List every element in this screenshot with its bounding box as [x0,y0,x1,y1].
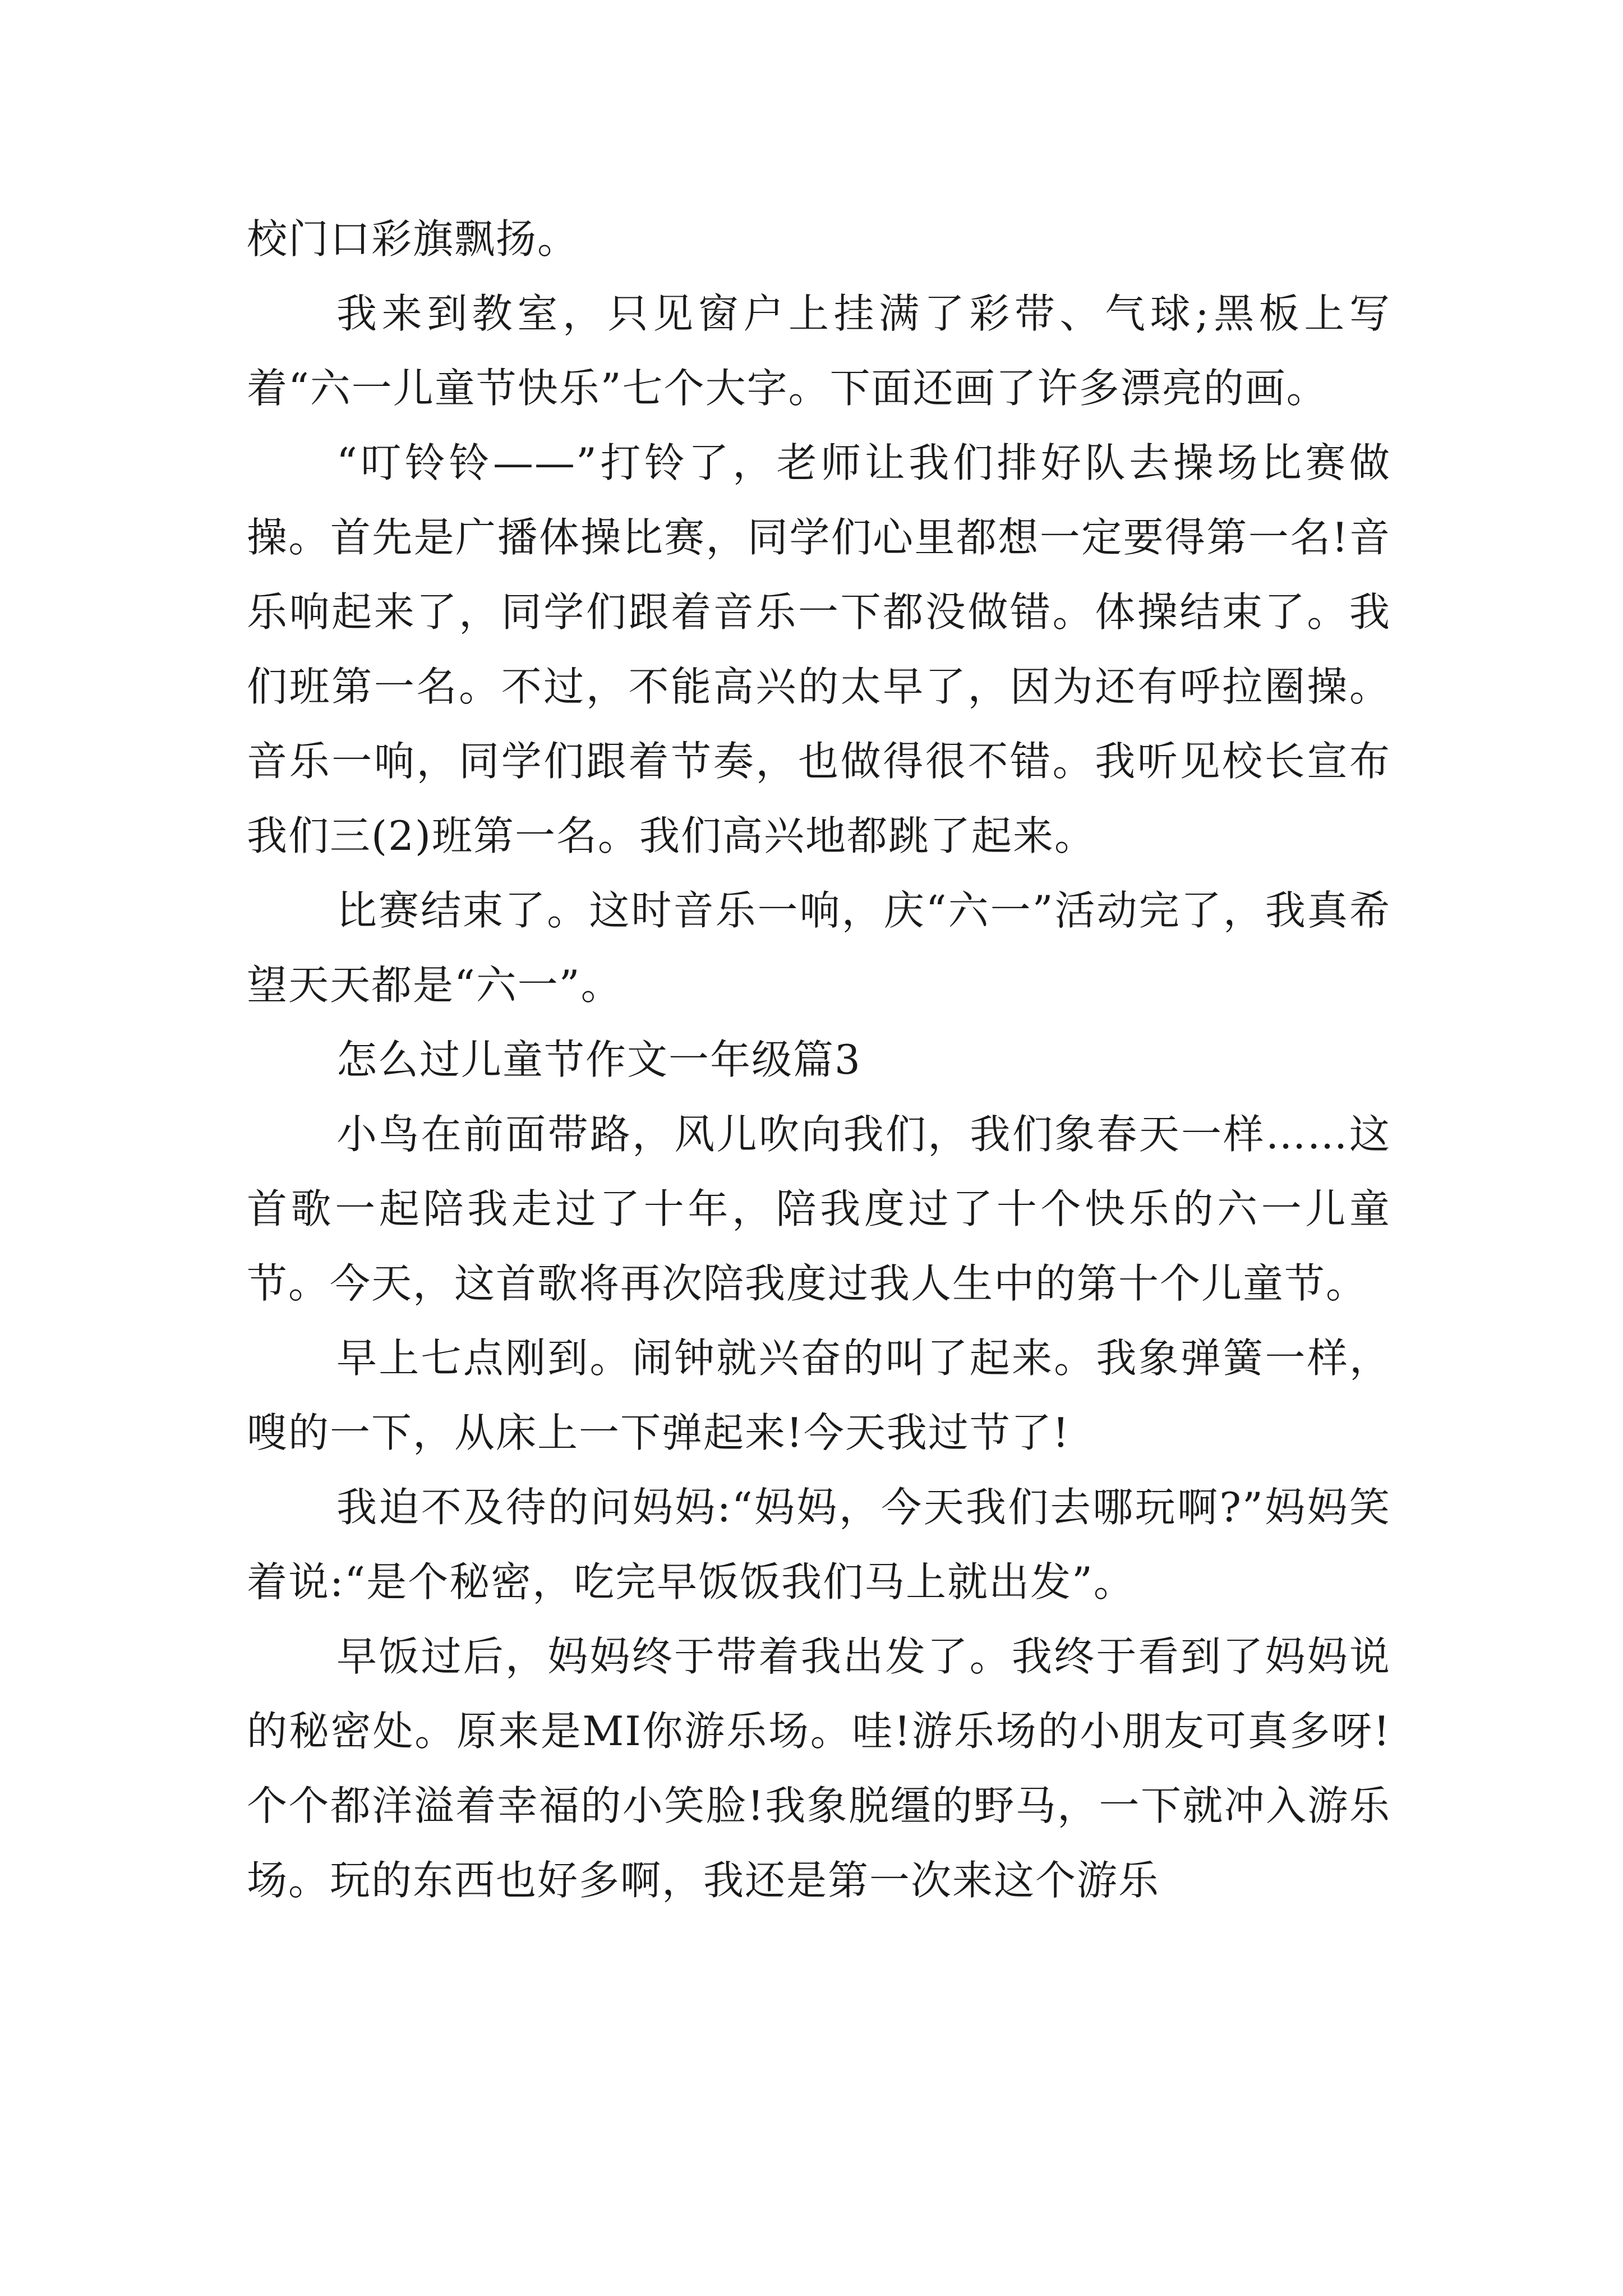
paragraph-7: 我迫不及待的问妈妈:“妈妈，今天我们去哪玩啊?”妈妈笑着说:“是个秘密，吃完早饭饭我们马上就出发”。 [247,1484,1391,1605]
paragraph-6: 早上七点刚到。闹钟就兴奋的叫了起来。我象弹簧一样，嗖的一下，从床上一下弹起来!今天我过节了! [247,1335,1391,1456]
section-heading: 怎么过儿童节作文一年级篇3 [336,1036,861,1083]
paragraph-8: 早饭过后，妈妈终于带着我出发了。我终于看到了妈妈说的秘密处。原来是MI你游乐场。哇!游乐场的小朋友可真多呀!个个都洋溢着幸福的小笑脸!我象脱缰的野马，一下就冲入游乐场。玩的东西也好多啊，我还是第一次来这个游乐 [247,1633,1391,1904]
paragraph-1: 校门口彩旗飘扬。 [247,215,579,263]
paragraph-4: 比赛结束了。这时音乐一响，庆“六一”活动完了，我真希望天天都是“六一”。 [247,887,1391,1009]
paragraph-2: 我来到教室，只见窗户上挂满了彩带、气球;黑板上写着“六一儿童节快乐”七个大字。下面还画了许多漂亮的画。 [247,290,1391,412]
paragraph-5: 小鸟在前面带路，风儿吹向我们，我们象春天一样……这首歌一起陪我走过了十年，陪我度过了十个快乐的六一儿童节。今天，这首歌将再次陪我度过我人生中的第十个儿童节。 [247,1111,1391,1307]
paragraph-3: “叮铃铃——”打铃了，老师让我们排好队去操场比赛做操。首先是广播体操比赛，同学们心里都想一定要得第一名!音乐响起来了，同学们跟着音乐一下都没做错。体操结束了。我们班第一名。不过，不能高兴的太早了，因为还有呼拉圈操。音乐一响，同学们跟着节奏，也做得很不错。我听见校长宣布我们三(2)班第一名。我们高兴地都跳了起来。 [247,439,1391,859]
document-body [247,202,1391,1918]
